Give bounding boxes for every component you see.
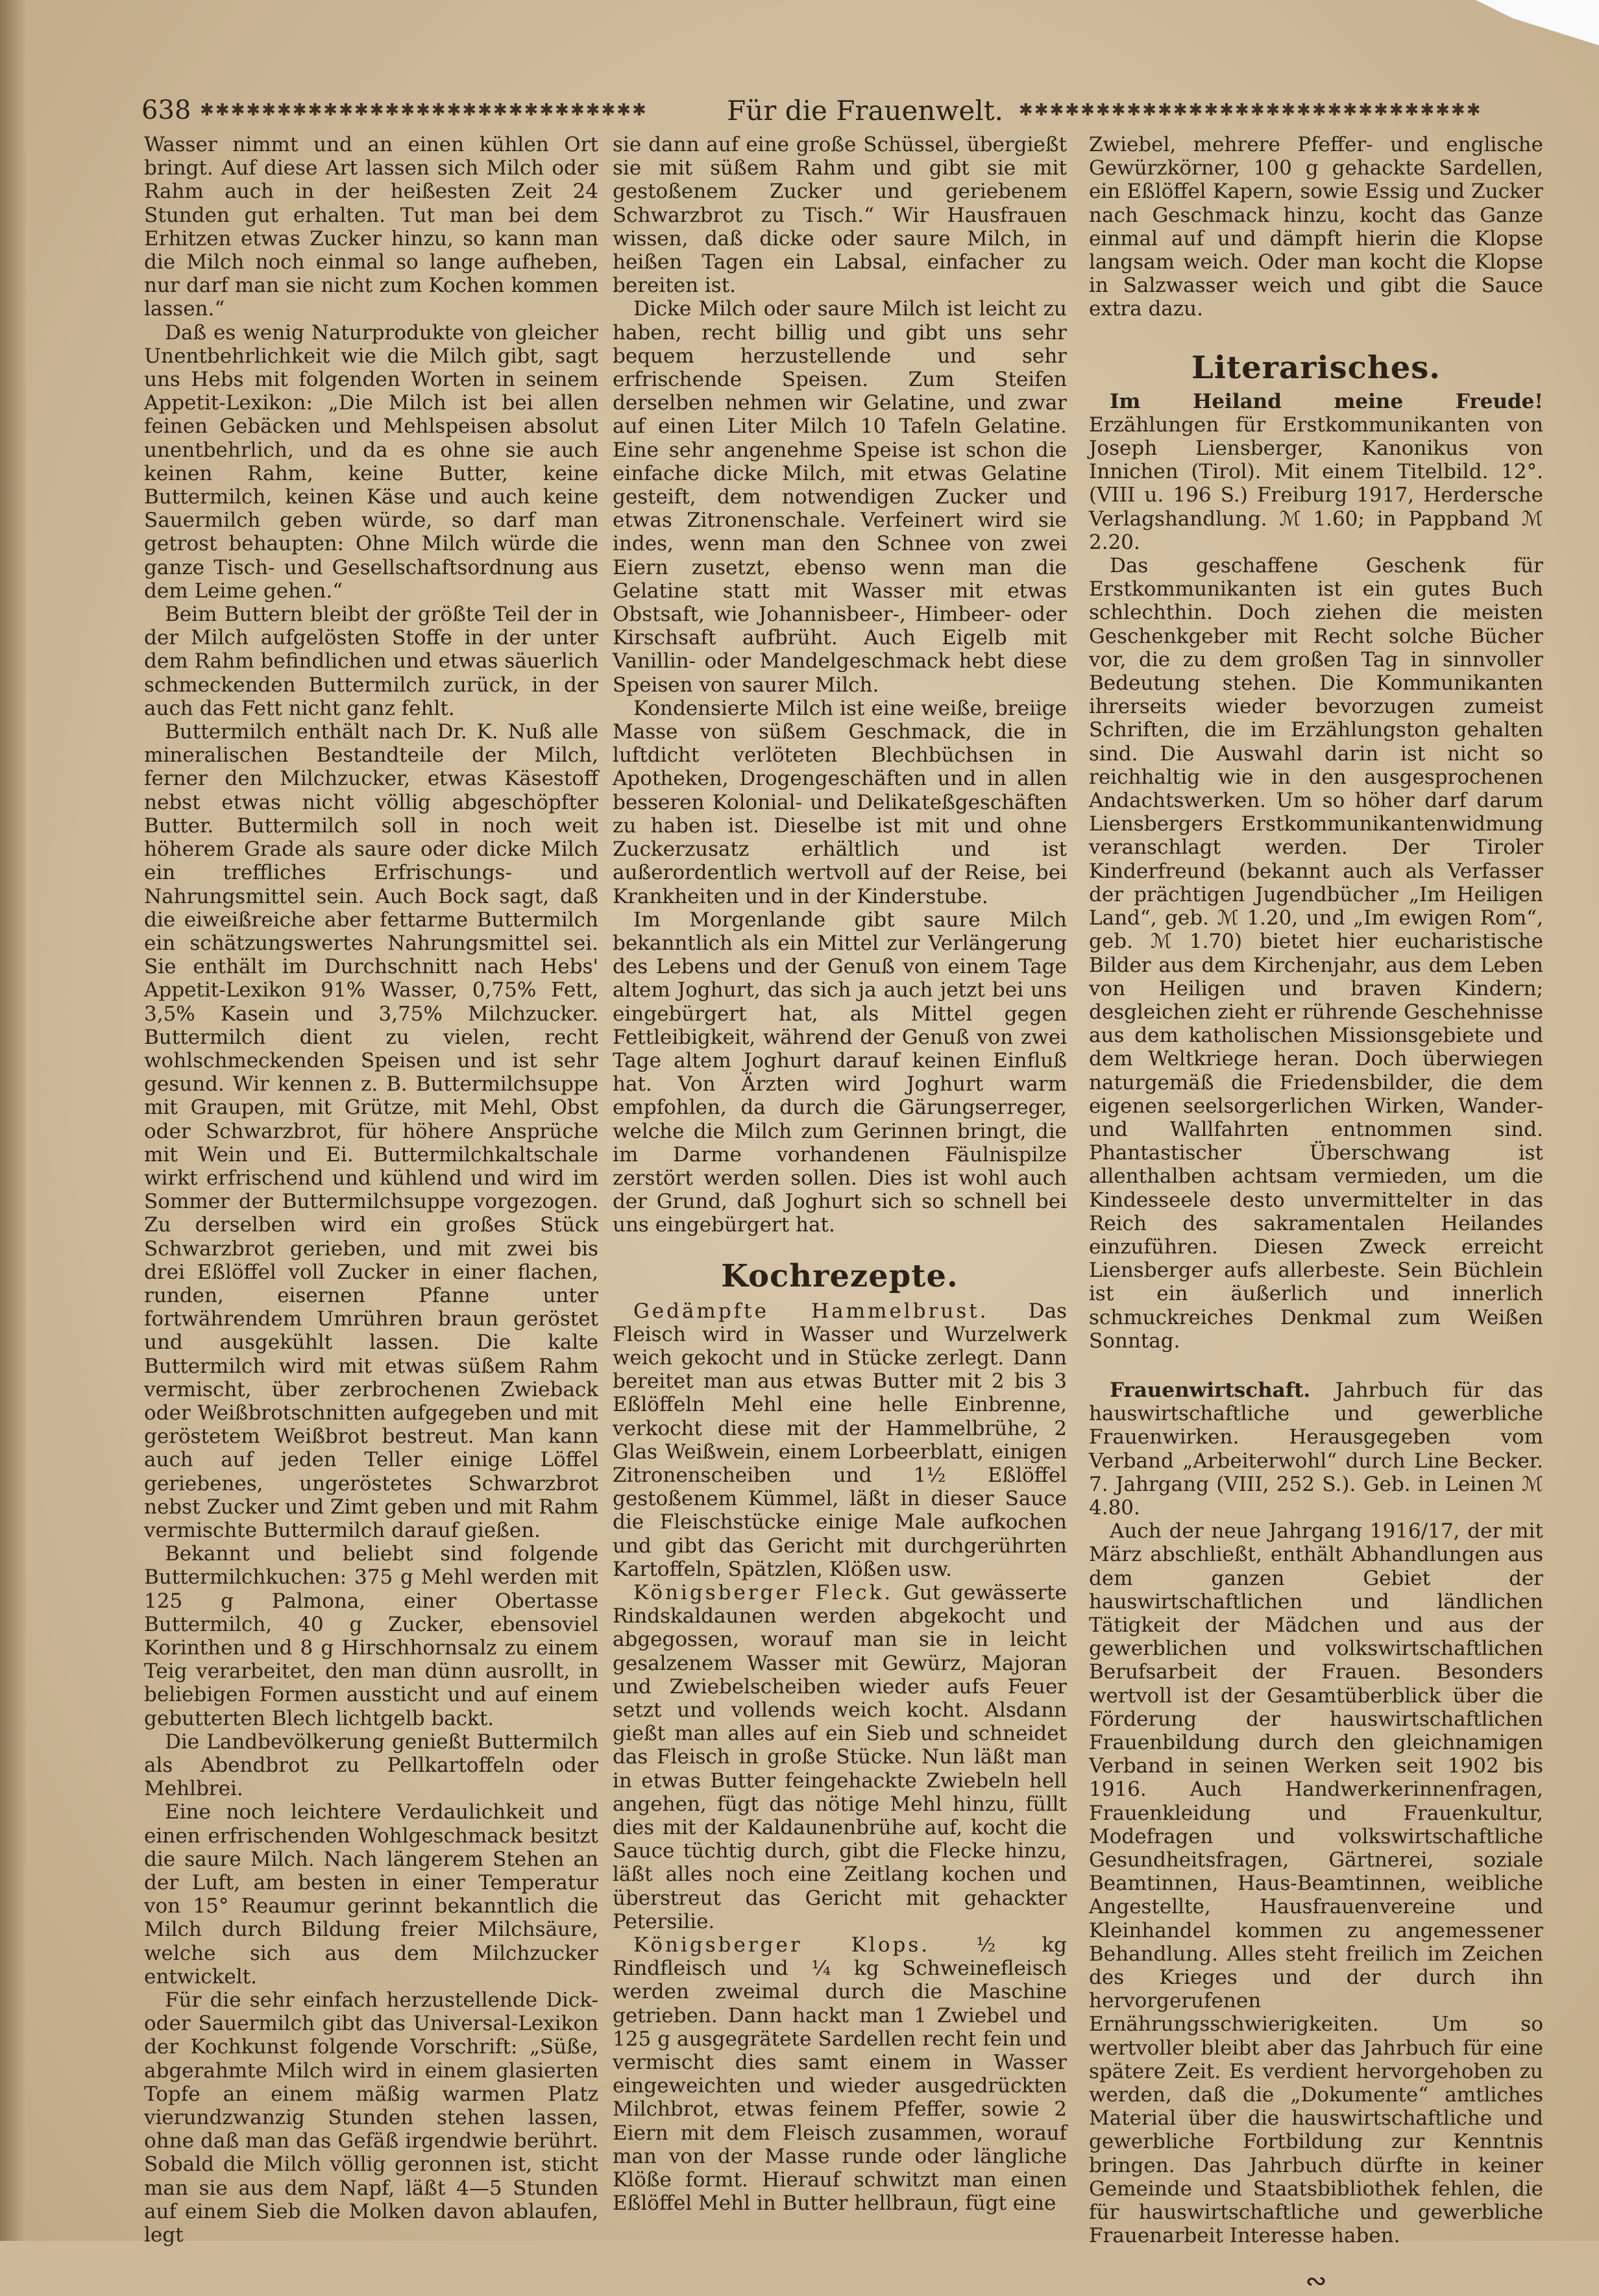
paragraph: Daß es wenig Naturprodukte von gleicher Unentbehrlichkeit wie die Milch gibt, sagt uns Hebs mit folgenden Worten in seinem Appetit-Lexikon: „Die Milch ist bei allen feinen Gebäcken und Mehlspeisen absolut unentbehrlich, und da es ohne sie auch keinen Rahm, keine Butter, keine Buttermilch, keinen Käse und auch keine Sauermilch geben würde, so darf man getrost behaupten: Ohne Milch würde die ganze Tisch- und Gesellschaftsordnung aus dem Leime gehen.“ — [144, 320, 598, 603]
book-entry — [1089, 1379, 1543, 1519]
recipe-title: Gedämpfte Hammelbrust. — [633, 1299, 989, 1323]
recipe-text: Das Fleisch wird in Wasser und Wurzelwerk weich gekocht und in Stücke zerlegt. Dann bereitet man aus etwas Butter mit 2 bis 3 Eßlöffeln Mehl eine helle Einbrenne, verkocht diese mit der Hammelbrühe, 2 Glas Weißwein, einem Lorbeerblatt, einigen Zitronenscheiben und 1½ Eßlöffel gestoßenem Kümmel, läßt in dieser Sauce die Fleischstücke einige Male aufkochen und gibt das Gericht mit durchgerührten Kartoffeln, Spätzlen, Klößen usw. — [613, 1299, 1067, 1581]
paragraph: Wasser nimmt und an einen kühlen Ort bringt. Auf diese Art lassen sich Milch oder Rahm auch in der heißesten Zeit 24 Stunden gut erhalten. Tut man bei dem Erhitzen etwas Zucker hinzu, so kann man die Milch noch einmal so lange aufheben, nur darf man sie nicht zum Kochen kommen lassen.“ — [144, 133, 598, 321]
spacer — [1089, 1353, 1543, 1379]
paragraph: Buttermilch enthält nach Dr. K. Nuß alle mineralischen Bestandteile der Milch, ferner den Milchzucker, etwas Käsestoff nebst etwas nicht völlig abgeschöpfter Butter. Buttermilch soll in noch weit höherem Grade als saure oder dicke Milch ein treffliches Erfrischungs- und Nahrungsmittel sein. Auch Bock sagt, daß die eiweißreiche aber fettarme Buttermilch ein schätzungswertes Nahrungsmittel sei. Sie enthält im Durchschnitt nach Hebs' Appetit-Lexikon 91% Wasser, 0,75% Fett, 3,5% Kasein und 3,75% Milchzucker. Buttermilch dient zu vielen, recht wohlschmeckenden Speisen und ist sehr gesund. Wir kennen z. B. Buttermilchsuppe mit Graupen, mit Grütze, mit Mehl, Obst oder Schwarzbrot, für höhere Ansprüche mit Wein und Ei. Buttermilchkaltschale wirkt erfrischend und kühlend und wird im Sommer der Buttermilchsuppe vorgezogen. Zu derselben wird ein großes Stück Schwarzbrot gerieben, und mit zwei bis drei Eßlöffel voll Zucker in einer flachen, runden, eisernen Pfanne unter fortwährendem Umrühren braun geröstet und ausgekühlt lassen. Die kalte Buttermilch wird mit etwas süßem Rahm vermischt, über zerbrochenen Zwieback oder Weißbrotschnitten aufgegeben und mit geröstetem Weißbrot bestreut. Man kann auch auf jeden Teller einige Löffel geriebenes, ungeröstetes Schwarzbrot nebst Zucker und Zimt geben und mit Rahm vermischte Buttermilch darauf gießen. — [144, 720, 598, 1542]
paragraph: Für die sehr einfach herzustellende Dick- oder Sauermilch gibt das Universal-Lexikon der Kochkunst folgende Vorschrift: „Süße, abgerahmte Milch wird in einem glasierten Topfe an einem mäßig warmen Platz vierundzwanzig Stunden stehen lassen, ohne daß man das Gefäß irgendwie berührt. Sobald die Milch völlig geronnen ist, sticht man sie aus dem Napf, läßt 4—5 Stunden auf einem Sieb die Molken davon ablaufen, legt — [144, 1988, 598, 2247]
paragraph: Zwiebel, mehrere Pfeffer- und englische Gewürzkörner, 100 g gehackte Sardellen, ein Eßlöffel Kapern, sowie Essig und Zucker nach Geschmack hinzu, kocht das Ganze einmal auf und dämpft hierin die Klopse langsam weich. Oder man kocht die Klopse in Salzwasser weich und gibt die Sauce extra dazu. — [1089, 133, 1543, 321]
paragraph: Dicke Milch oder saure Milch ist leicht zu haben, recht billig und gibt uns sehr bequem herzustellende und sehr erfrischende Speisen. Zum Steifen derselben nehmen wir Gelatine, und zwar auf einen Liter Milch 10 Tafeln Gelatine. Eine sehr angenehme Speise ist schon die einfache dicke Milch, mit etwas Gelatine gesteift, dem notwendigen Zucker und etwas Zitronenschale. Verfeinert wird sie indes, wenn man den Schnee von zwei Eiern zusetzt, ebenso wenn man die Gelatine statt mit Wasser mit etwas Obstsaft, wie Johannisbeer-, Himbeer- oder Kirschsaft aufbrüht. Auch Eigelb mit Vanillin- oder Mandelgeschmack hebt diese Speisen von saurer Milch. — [613, 297, 1067, 697]
column-middle — [613, 133, 1067, 2215]
paragraph: Die Landbevölkerung genießt Buttermilch als Abendbrot zu Pellkartoffeln oder Mehlbrei. — [144, 1730, 598, 1801]
section-heading-recipes: Kochrezepte. — [721, 1257, 958, 1294]
header-rule-right: ✱✱✱✱✱✱✱✱✱✱✱✱✱✱✱✱✱✱✱✱✱✱✱✱✱✱✱✱✱✱ — [1018, 101, 1482, 120]
book-title: Im Heiland meine Freude! — [1110, 389, 1543, 413]
end-ornament: ∾ — [1305, 2266, 1327, 2296]
recipe-paragraph — [613, 1933, 1067, 2215]
column-right — [1089, 133, 1544, 2296]
column-left — [144, 133, 598, 2247]
paragraph: Kondensierte Milch ist eine weiße, breiige Masse von süßem Geschmack, die in luftdicht verlöteten Blechbüchsen in Apotheken, Drogengeschäften und in allen besseren Kolonial- und Delikateßgeschäften zu haben ist. Dieselbe ist mit und ohne Zuckerzusatz erhältlich und ist außerordentlich wertvoll auf der Reise, bei Krankheiten und in der Kinderstube. — [613, 696, 1067, 908]
page-edge-shadow — [0, 0, 26, 2241]
book-review: Das geschaffene Geschenk für Erstkommunikanten ist ein gutes Buch schlechthin. Doch ziehen die meisten Geschenkgeber mit Recht solche Bücher vor, die zu dem großen Tag in sinnvoller Bedeutung stehen. Die Kommunikanten ihrerseits wieder bevorzugen zumeist Schriften, die im Erzählungston gehalten sind. Die Auswahl darin ist nicht so reichhaltig wie in den ausgesprochenen Andachtswerken. Um so höher darf darum Liensbergers Erstkommunikantenwidmung veranschlagt werden. Der Tiroler Kinderfreund (bekannt auch als Verfasser der prächtigen Jugendbücher „Im Heiligen Land“, geb. ℳ 1.20, und „Im ewigen Rom“, geb. ℳ 1.70) bietet hier eucharistische Bilder aus dem Kirchenjahr, aus dem Leben von Heiligen und braven Kindern; desgleichen zieht er rührende Geschehnisse aus dem katholischen Missionsgebiete und dem Weltkriege heran. Doch überwiegen naturgemäß die Friedensbilder, die dem eigenen seelsorgerlichen Wirken, Wander- und Wallfahrten entnommen sind. Phantastischer Überschwang ist allenthalben achtsam vermieden, um die Kindesseele desto unvermittelter in das Reich des sakramentalen Heilandes einzuführen. Diesen Zweck erreicht Liensberger aufs allerbeste. Sein Büchlein ist ein äußerlich und innerlich schmuckreiches Denkmal zum Weißen Sonntag. — [1089, 554, 1543, 1353]
book-details: Erzählungen für Erstkommunikanten von Joseph Liensberger, Kanonikus von Innichen (Tirol). Mit einem Titelbild. 12°. (VIII u. 196 S.) Freiburg 1917, Herdersche Verlagshandlung. ℳ 1.60; in Pappband ℳ 2.20. — [1089, 413, 1543, 554]
page-number: 638 — [141, 95, 191, 125]
book-entry — [1089, 390, 1543, 554]
recipe-title: Königsberger Klops. — [633, 1933, 931, 1957]
paragraph: sie dann auf eine große Schüssel, übergießt sie mit süßem Rahm und gibt sie mit gestoßenem Zucker und geriebenem Schwarzbrot zu Tisch.“ Wir Hausfrauen wissen, daß dicke oder saure Milch, in heißen Tagen ein Labsal, einfacher zu bereiten ist. — [613, 133, 1067, 298]
running-title: Für die Frauenwelt. — [727, 94, 1003, 127]
recipe-text: Gut gewässerte Rindskaldaunen werden abgekocht und abgegossen, worauf man sie in leicht gesalzenem Wasser mit Gewürz, Majoran und Zwiebelscheiben wieder aufs Feuer setzt und vollends weich kocht. Alsdann gießt man alles auf ein Sieb und schneidet das Fleisch in große Stücke. Nun läßt man in etwas Butter feingehackte Zwiebeln hell angehen, fügt das nötige Mehl hinzu, füllt dies mit der Kaldaunenbrühe auf, kocht die Sauce tüchtig durch, gibt die Flecke hinzu, läßt alles noch eine Zeitlang kochen und überstreut das Gericht mit gehackter Petersilie. — [613, 1580, 1067, 1933]
recipe-title: Königsberger Fleck. — [633, 1580, 894, 1604]
paragraph: Im Morgenlande gibt saure Milch bekanntlich als ein Mittel zur Verlängerung des Lebens und der Genuß von einem Tage altem Joghurt, das sich ja auch jetzt bei uns eingebürgert hat, als Mittel gegen Fettleibigkeit, während der Genuß von zwei Tage altem Joghurt darauf keinen Einfluß hat. Von Ärzten wird Joghurt warm empfohlen, da durch die Gärungserreger, welche die Milch zum Gerinnen bringt, die im Darme vorhandenen Fäulnispilze zerstört werden sollen. Dies ist wohl auch der Grund, daß Joghurt sich so schnell bei uns eingebürgert hat. — [613, 908, 1067, 1237]
paragraph: Eine noch leichtere Verdaulichkeit und einen erfrischenden Wohlgeschmack besitzt die saure Milch. Nach längerem Stehen an der Luft, am besten in einer Temperatur von 15° Reaumur gerinnt bekanntlich die Milch durch Bildung freier Milchsäure, welche sich aus dem Milchzucker entwickelt. — [144, 1800, 598, 1988]
book-review: Auch der neue Jahrgang 1916/17, der mit März abschließt, enthält Abhandlungen aus dem ganzen Gebiet der hauswirtschaftlichen und ländlichen Tätigkeit der Mädchen und aus der gewerblichen und volkswirtschaftlichen Berufsarbeit der Frauen. Besonders wertvoll ist der Gesamtüberblick über die Förderung der hauswirtschaftlichen Frauenbildung durch den gleichnamigen Verband in seinen Werken seit 1902 bis 1916. Auch Handwerkerinnenfragen, Frauenkleidung und Frauenkultur, Modefragen und volkswirtschaftliche Gesundheitsfragen, Gärtnerei, soziale Beamtinnen, Haus-Beamtinnen, weibliche Angestellte, Hausfrauenvereine und Kleinhandel kommen zu angemessener Behandlung. Alles steht freilich im Zeichen des Krieges und der durch ihn hervorgerufenen Ernährungsschwierigkeiten. Um so wertvoller bleibt aber das Jahrbuch für eine spätere Zeit. Es verdient hervorgehoben zu werden, daß die „Dokumente“ amtliches Material über die hauswirtschaftliche und gewerbliche Fortbildung zur Kenntnis bringen. Das Jahrbuch dürfte in keiner Gemeinde und Staatsbibliothek fehlen, die für hauswirtschaftliche und gewerbliche Frauenarbeit Interesse haben. — [1089, 1519, 1543, 2248]
page-header — [141, 91, 1530, 130]
recipe-paragraph — [613, 1299, 1067, 1581]
paragraph: Bekannt und beliebt sind folgende Buttermilchkuchen: 375 g Mehl werden mit 125 g Palmona, einer Obertasse Buttermilch, 40 g Zucker, ebensoviel Korinthen und 8 g Hirschhornsalz zu einem Teig verarbeitet, den man dünn ausrollt, in beliebigen Formen aussticht und auf einem gebutterten Blech lichtgelb backt. — [144, 1542, 598, 1730]
book-details: Jahrbuch für das hauswirtschaftliche und gewerbliche Frauenwirken. Herausgegeben vom Verband „Arbeiterwohl“ durch Line Becker. 7. Jahrgang (VIII, 252 S.). Geb. in Leinen ℳ 4.80. — [1089, 1378, 1544, 1519]
torn-corner — [1476, 0, 1599, 45]
recipe-paragraph — [613, 1581, 1067, 1933]
book-title: Frauenwirtschaft. — [1110, 1378, 1311, 1402]
paragraph: Beim Buttern bleibt der größte Teil der in der Milch aufgelösten Stoffe in der unter dem Rahm befindlichen und etwas säuerlich schmeckenden Buttermilch zurück, in der auch das Fett nicht ganz fehlt. — [144, 603, 598, 720]
section-heading-literature: Literarisches. — [1191, 349, 1441, 386]
header-rule-left: ✱✱✱✱✱✱✱✱✱✱✱✱✱✱✱✱✱✱✱✱✱✱✱✱✱✱✱✱✱ — [200, 101, 648, 120]
recipe-text: ½ kg Rindfleisch und ¼ kg Schweinefleisch werden zweimal durch die Maschine getrieben. Dann hackt man 1 Zwiebel und 125 g ausgegrätete Sardellen recht fein und vermischt dies samt einem in Wasser eingeweichten und wieder ausgedrückten Milchbrot, etwas feinem Pfeffer, sowie 2 Eiern mit dem Fleisch zusammen, worauf man von der Masse runde oder längliche Klöße formt. Hierauf schwitzt man einen Eßlöffel Mehl in Butter hellbraun, fügt eine — [613, 1933, 1068, 2216]
